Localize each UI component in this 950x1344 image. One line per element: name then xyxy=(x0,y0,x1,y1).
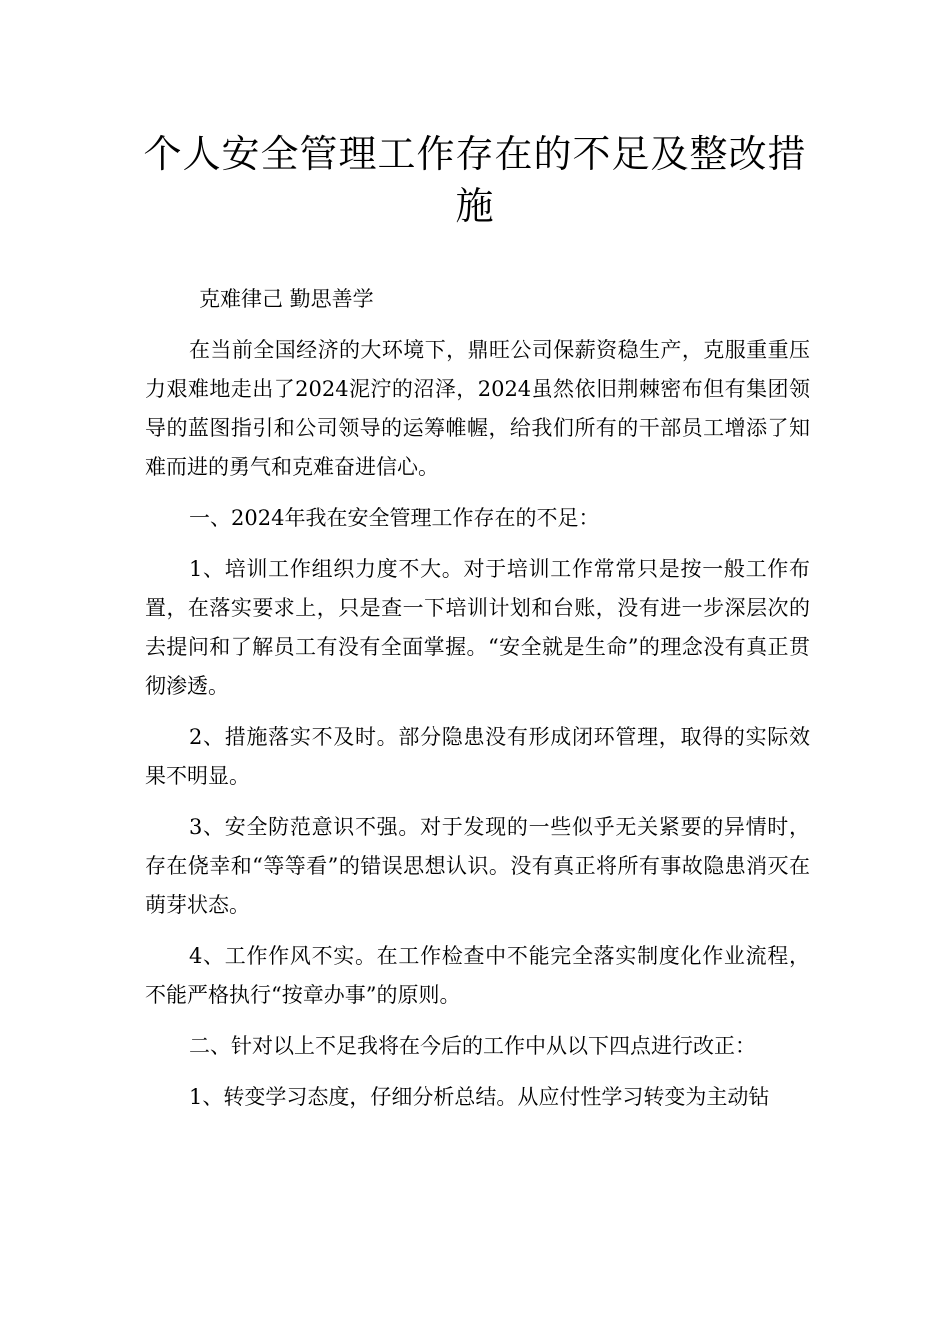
paragraph-shortcoming-2: 2、措施落实不及时。部分隐患没有形成闭环管理，取得的实际效果不明显。 xyxy=(145,725,810,788)
document-body xyxy=(145,280,810,1117)
paragraph-shortcoming-4: 4、工作作风不实。在工作检查中不能完全落实制度化作业流程，不能严格执行“按章办事”的原则。 xyxy=(145,944,810,1007)
paragraph-shortcoming-1: 1、培训工作组织力度不大。对于培训工作常常只是按一般工作布置，在落实要求上，只是查一下培训计划和台账，没有进一步深层次的去提问和了解员工有没有全面掌握。“安全就是生命”的理念没有真正贯彻渗透。 xyxy=(145,557,810,698)
section-heading-corrections: 二、针对以上不足我将在今后的工作中从以下四点进行改正： xyxy=(189,1034,756,1058)
paragraph-shortcoming-3: 3、安全防范意识不强。对于发现的一些似乎无关紧要的异情时，存在侥幸和“等等看”的错误思想认识。没有真正将所有事故隐患消灭在萌芽状态。 xyxy=(145,815,810,917)
document-subtitle: 克难律己 勤思善学 xyxy=(199,287,374,311)
paragraph-correction-1: 1、转变学习态度，仔细分析总结。从应付性学习转变为主动钻 xyxy=(189,1085,770,1109)
document-title: 个人安全管理工作存在的不足及整改措施 xyxy=(143,132,807,228)
paragraph-intro: 在当前全国经济的大环境下，鼎旺公司保薪资稳生产，克服重重压力艰难地走出了2024泥泞的沼泽，2024虽然依旧荆棘密布但有集团领导的蓝图指引和公司领导的运筹帷幄，给我们所有的干部员工增添了知难而进的勇气和克难奋进信心。 xyxy=(145,338,810,479)
section-heading-shortcomings: 一、2024年我在安全管理工作存在的不足： xyxy=(189,506,600,530)
